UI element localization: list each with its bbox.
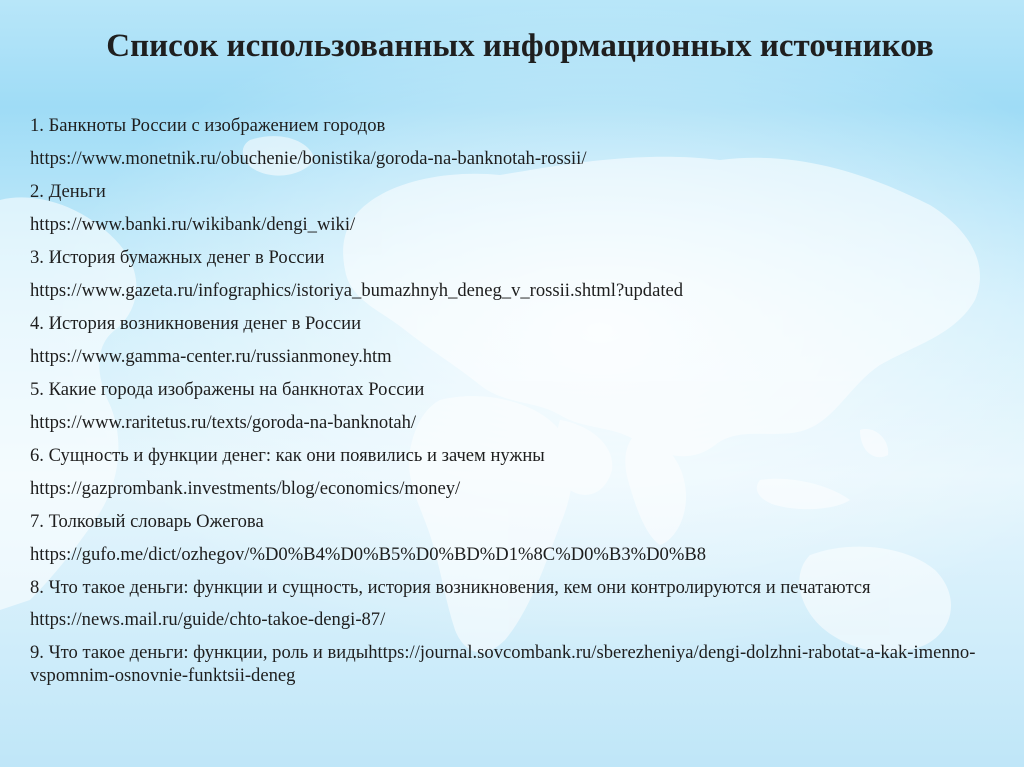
list-item: 5. Какие города изображены на банкнотах России: [30, 379, 425, 400]
list-item: https://gufo.me/dict/ozhegov/%D0%B4%D0%B5%D0%BD%D1%8C%D0%B3%D0%B8: [30, 544, 707, 565]
list-item: 2. Деньги: [30, 181, 106, 202]
list-item: 3. История бумажных денег в России: [30, 247, 325, 268]
slide-title: Список использованных информационных источников: [106, 28, 934, 64]
list-item: https://www.raritetus.ru/texts/goroda-na-banknotah/: [30, 412, 417, 433]
list-item: 9. Что такое деньги: функции, роль и видыhttps://journal.sovcombank.ru/sberezheniya/dengi-dolzhni-rabotat-a-kak-imenno-vspomnim-osnovnie-funktsii-deneg: [30, 642, 976, 686]
list-item: 4. История возникновения денег в России: [30, 313, 362, 334]
list-item: https://www.monetnik.ru/obuchenie/bonistika/goroda-na-banknotah-rossii/: [30, 148, 587, 169]
list-item: https://www.banki.ru/wikibank/dengi_wiki/: [30, 214, 356, 235]
list-item: https://www.gamma-center.ru/russianmoney.htm: [30, 346, 392, 367]
list-item: https://gazprombank.investments/blog/economics/money/: [30, 478, 461, 499]
list-item: 6. Сущность и функции денег: как они появились и зачем нужны: [30, 445, 545, 466]
list-item: 1. Банкноты России с изображением городов: [30, 115, 386, 136]
list-item: https://news.mail.ru/guide/chto-takoe-dengi-87/: [30, 609, 386, 630]
list-item: https://www.gazeta.ru/infographics/istoriya_bumazhnyh_deneg_v_rossii.shtml?updated: [30, 280, 684, 301]
list-item: 8. Что такое деньги: функции и сущность, история возникновения, кем они контролируются и печатаются: [30, 577, 871, 598]
list-item: 7. Толковый словарь Ожегова: [30, 511, 264, 532]
sources-list: [30, 114, 1000, 696]
